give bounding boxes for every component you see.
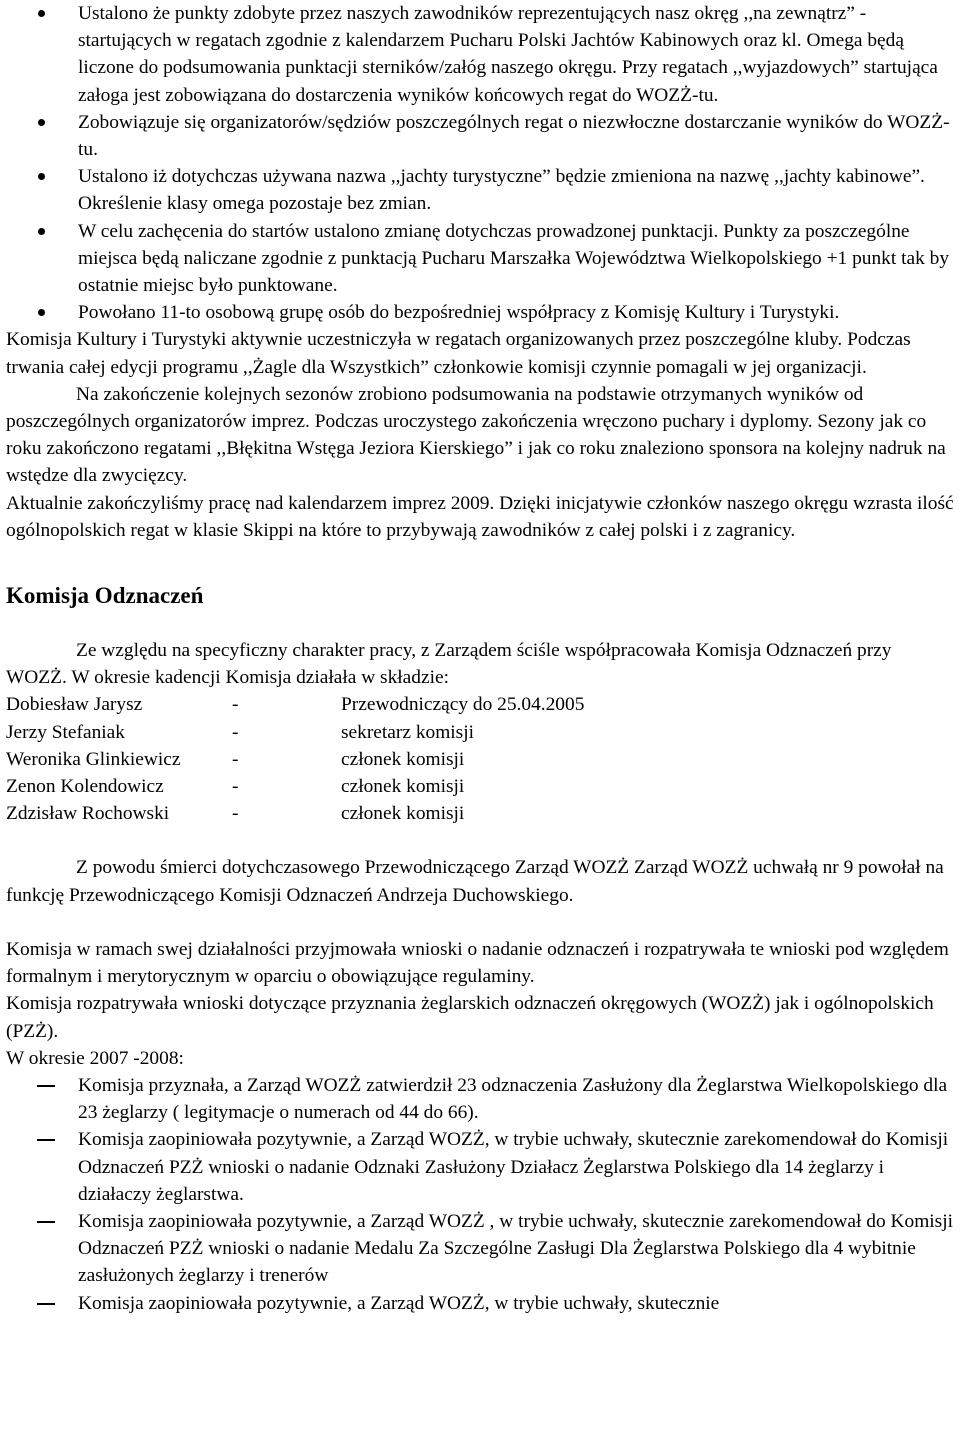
member-row — [6, 746, 584, 773]
member-separator: - — [232, 694, 239, 716]
member-role: Przewodniczący do 25.04.2005 — [341, 694, 585, 716]
member-role: członek komisji — [341, 803, 465, 825]
member-role: sekretarz komisji — [341, 721, 474, 743]
dash-item-regional-awards: Komisja przyznała, a Zarząd WOZŻ zatwierdził 23 odznaczenia Zasłużony dla Żeglarstwa Wielkopolskiego dla 23 żeglarzy ( legitymacje o numerach od 44 do 66). — [0, 1072, 960, 1126]
spacer — [0, 909, 960, 936]
member-separator: - — [232, 721, 239, 743]
member-row — [6, 773, 584, 800]
dash-item-merit-medal: Komisja zaopiniowała pozytywnie, a Zarząd WOZŻ , w trybie uchwały, skutecznie zarekomendował do Komisji Odznaczeń PZŻ wnioski o nadanie Medalu Za Szczególne Zasługi Dla Żeglarstwa Polskiego dla 4 wybitnie zasłużonych żeglarzy i trenerów — [0, 1208, 960, 1290]
bullet-item-naming: Ustalono iż dotychczas używana nazwa ,,jachty turystyczne” będzie zmieniona na nazwę ,,jachty kabinowe”. Określenie klasy omega pozostaje bez zmian. — [0, 163, 960, 217]
members-table — [6, 691, 584, 827]
paragraph-review: Komisja rozpatrywała wnioski dotyczące przyznania żeglarskich odznaczeń okręgowych (WOZŻ) jak i ogólnopolskich (PZŻ). — [6, 993, 934, 1042]
dash-list — [0, 1072, 960, 1317]
paragraph-chair-change: Z powodu śmierci dotychczasowego Przewodniczącego Zarząd WOZŻ Zarząd WOZŻ uchwałą nr 9 powołał na funkcję Przewodniczącego Komisji Odznaczeń Andrzeja Duchowskiego. — [6, 857, 944, 906]
member-separator: - — [232, 803, 239, 825]
member-separator: - — [232, 748, 239, 770]
dash-item-activist-badge: Komisja zaopiniowała pozytywnie, a Zarząd WOZŻ, w trybie uchwały, skutecznie zarekomendował do Komisji Odznaczeń PZŻ wnioski o nadanie Odznaki Zasłużony Działacz Żeglarstwa Polskiego dla 14 żeglarzy i działaczy żeglarstwa. — [0, 1126, 960, 1208]
member-name: Zdzisław Rochowski — [6, 803, 170, 825]
bullet-item-points: Ustalono że punkty zdobyte przez naszych zawodników reprezentujących nasz okręg ,,na zewnątrz” - startujących w regatach zgodnie z kalendarzem Pucharu Polski Jachtów Kabinowych oraz kl. Omega będą liczone do podsumowania punktacji sterników/załóg naszego okręgu. Przy regatach ,,wyjazdowych” startująca załoga jest zobowiązana do dostarczenia wyników końcowych regat do WOZŻ-tu. — [0, 0, 960, 109]
bullet-item-organizers: Zobowiązuje się organizatorów/sędziów poszczególnych regat o niezwłoczne dostarczanie wyników do WOZŻ-tu. — [0, 109, 960, 163]
member-row — [6, 691, 584, 718]
bullet-item-scoring: W celu zachęcenia do startów ustalono zmianę dotychczas prowadzonej punktacji. Punkty za poszczególne miejsca będą naliczane zgodnie z punktacją Pucharu Marszałka Województwa Wielkopolskiego +1 punkt tak by ostatnie miejsc było punktowane. — [0, 218, 960, 300]
member-name: Zenon Kolendowicz — [6, 776, 164, 798]
paragraph-applications: Komisja w ramach swej działalności przyjmowała wnioski o nadanie odznaczeń i rozpatrywała te wnioski pod względem formalnym i merytorycznym w oparciu o obowiązujące regulaminy. — [6, 938, 949, 988]
member-row — [6, 719, 584, 746]
spacer — [0, 544, 960, 581]
paragraph-intro: Ze względu na specyficzny charakter pracy, z Zarządem ściśle współpracowała Komisja Odznaczeń przy WOZŻ. W okresie kadencji Komisja działała w składzie: — [6, 640, 892, 689]
member-separator: - — [232, 776, 239, 798]
paragraph-season-summary: Na zakończenie kolejnych sezonów zrobiono podsumowania na podstawie otrzymanych wyników od poszczególnych organizatorów imprez. Podczas uroczystego zakończenia wręczono puchary i dyplomy. Sezony jak co roku zakończono regatami ,,Błękitna Wstęga Jeziora Kierskiego” i jak co roku znaleziono sponsora na kolejny nadruk na wstędze dla zwycięzcy. — [6, 383, 946, 487]
bullet-item-group: Powołano 11-to osobową grupę osób do bezpośredniej współpracy z Komisję Kultury i Turystyki. — [0, 299, 960, 326]
section-heading: Komisja Odznaczeń — [6, 583, 204, 609]
member-row — [6, 800, 584, 827]
spacer — [0, 827, 960, 854]
member-name: Weronika Glinkiewicz — [6, 748, 181, 770]
dash-item-continued: Komisja zaopiniowała pozytywnie, a Zarząd WOZŻ, w trybie uchwały, skutecznie — [0, 1290, 960, 1317]
paragraph-calendar: Aktualnie zakończyliśmy pracę nad kalendarzem imprez 2009. Dzięki inicjatywie członków naszego okręgu wzrasta ilość ogólnopolskich regat w klasie Skippi na które to przybywają zawodników z całej polski i z zagranicy. — [6, 492, 954, 541]
member-role: członek komisji — [341, 776, 465, 798]
paragraph-period: W okresie 2007 -2008: — [6, 1047, 184, 1069]
member-name: Dobiesław Jarysz — [6, 694, 143, 716]
member-name: Jerzy Stefaniak — [6, 721, 125, 743]
member-role: członek komisji — [341, 748, 465, 770]
paragraph-culture-commission: Komisja Kultury i Turystyki aktywnie uczestniczyła w regatach organizowanych przez poszczególne kluby. Podczas trwania całej edycji programu ,,Żagle dla Wszystkich” członkowie komisji czynnie pomagali w jej organizacji. — [6, 329, 911, 378]
spacer — [0, 611, 960, 637]
bullet-list — [0, 0, 960, 326]
